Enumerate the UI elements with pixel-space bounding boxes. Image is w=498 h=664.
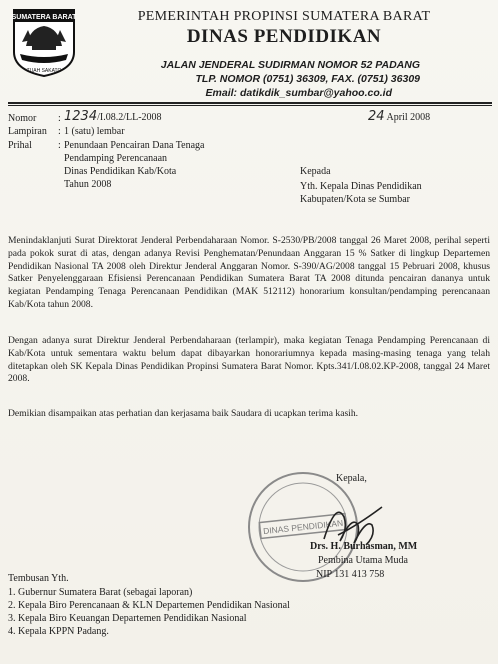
lampiran-colon: : — [58, 126, 61, 137]
signature-name: Drs. H. Burhasman, MM — [310, 541, 418, 552]
prihal-colon: : — [58, 140, 61, 151]
nomor-colon: : — [58, 113, 61, 124]
prihal-line: Dinas Pendidikan Kab/Kota — [64, 166, 177, 177]
prihal-label: Prihal — [8, 140, 32, 151]
letter-date — [368, 109, 430, 124]
signature-nip: NIP 131 413 758 — [316, 569, 385, 580]
logo-banner-text: SUMATERA BARAT — [11, 14, 77, 21]
prihal-line: Pendamping Perencanaan — [64, 153, 168, 164]
tembusan-item: 3. Kepala Biro Keuangan Departemen Pendidikan Nasional — [8, 613, 247, 624]
kepada-label: Kepada — [300, 166, 331, 177]
tembusan-item: 4. Kepala KPPN Padang. — [8, 626, 109, 637]
body-paragraph-1: Menindaklanjuti Surat Direktorat Jenderal Perbendaharaan Nomor. S-2530/PB/2008 tanggal 26 Maret 2008, perihal seperti pada pokok surat di atas, dengan adanya Revisi Penghematan/Penundaan Anggaran 15 % Satker di lingkup Departemen Pendidikan Nasional TA 2008 oleh Direktur Jenderal Anggaran Nomor. S-390/AG/2008 tanggal 15 Pebruari 2008, khusus Satker Penyelenggaraan Efisiensi Perencanaan Pendidikan Sumatera Barat TA 2008 ditunda pencairan dananya untuk kegiatan Pendamping Tenaga Perencanaan Pendidikan (MAK 512112) honorarium konsultan/pendamping perencanaan Kab/Kota tahun 2008. — [8, 235, 490, 310]
tembusan-item: 1. Gubernur Sumatera Barat (sebagai laporan) — [8, 587, 193, 598]
tembusan-item: 2. Kepala Biro Perencanaan & KLN Departemen Pendidikan Nasional — [8, 600, 290, 611]
lampiran-value: 1 (satu) lembar — [64, 126, 125, 137]
header-address: JALAN JENDERAL SUDIRMAN NOMOR 52 PADANG — [160, 59, 420, 71]
nomor-label: Nomor — [8, 113, 37, 124]
header-phone: TLP. NOMOR (0751) 36309, FAX. (0751) 36309 — [195, 73, 420, 85]
kepada-line: Kabupaten/Kota se Sumbar — [300, 194, 410, 205]
logo-caption-text: TUAH SAKATO — [26, 68, 62, 74]
header-email: Email: datikdik_sumbar@yahoo.co.id — [205, 87, 392, 99]
nomor-value — [64, 109, 162, 124]
lampiran-label: Lampiran — [8, 126, 47, 137]
nomor-printed: /I.08.2/LL-2008 — [97, 112, 162, 123]
date-handwritten: 24 — [368, 109, 385, 124]
signature-title: Kepala, — [336, 473, 367, 484]
header-agency: DINAS PENDIDIKAN — [186, 26, 382, 47]
header-rule-thin — [8, 105, 492, 106]
header-rule-thick — [8, 102, 492, 104]
body-paragraph-2: Dengan adanya surat Direktur Jenderal Perbendaharaan (terlampir), maka kegiatan Tenaga Pendamping Perencanaan di Kab/Kota untuk sementara waktu belum dapat dibayarkan honorariumnya kepada masing-masing tenaga yang telah ditetapkan oleh SK Kepala Dinas Pendidikan Propinsi Sumatera Barat Nomor. Kpts.341/I.08.02.KP-2008, tanggal 24 Maret 2008. — [8, 335, 490, 385]
prihal-line: Tahun 2008 — [64, 179, 112, 190]
tembusan-heading: Tembusan Yth. — [8, 573, 69, 584]
date-printed: April 2008 — [386, 112, 431, 123]
prihal-line: Penundaan Pencairan Dana Tenaga — [64, 140, 205, 151]
signature-rank: Pembina Utama Muda — [318, 555, 408, 566]
body-paragraph-3: Demikian disampaikan atas perhatian dan kerjasama baik Saudara di ucapkan terima kasih. — [8, 408, 359, 419]
header-government: PEMERINTAH PROPINSI SUMATERA BARAT — [137, 9, 431, 24]
stamp-text: DINAS PENDIDIKAN — [262, 517, 344, 537]
kepada-line: Yth. Kepala Dinas Pendidikan — [300, 181, 422, 192]
nomor-handwritten: 1234 — [64, 109, 98, 124]
